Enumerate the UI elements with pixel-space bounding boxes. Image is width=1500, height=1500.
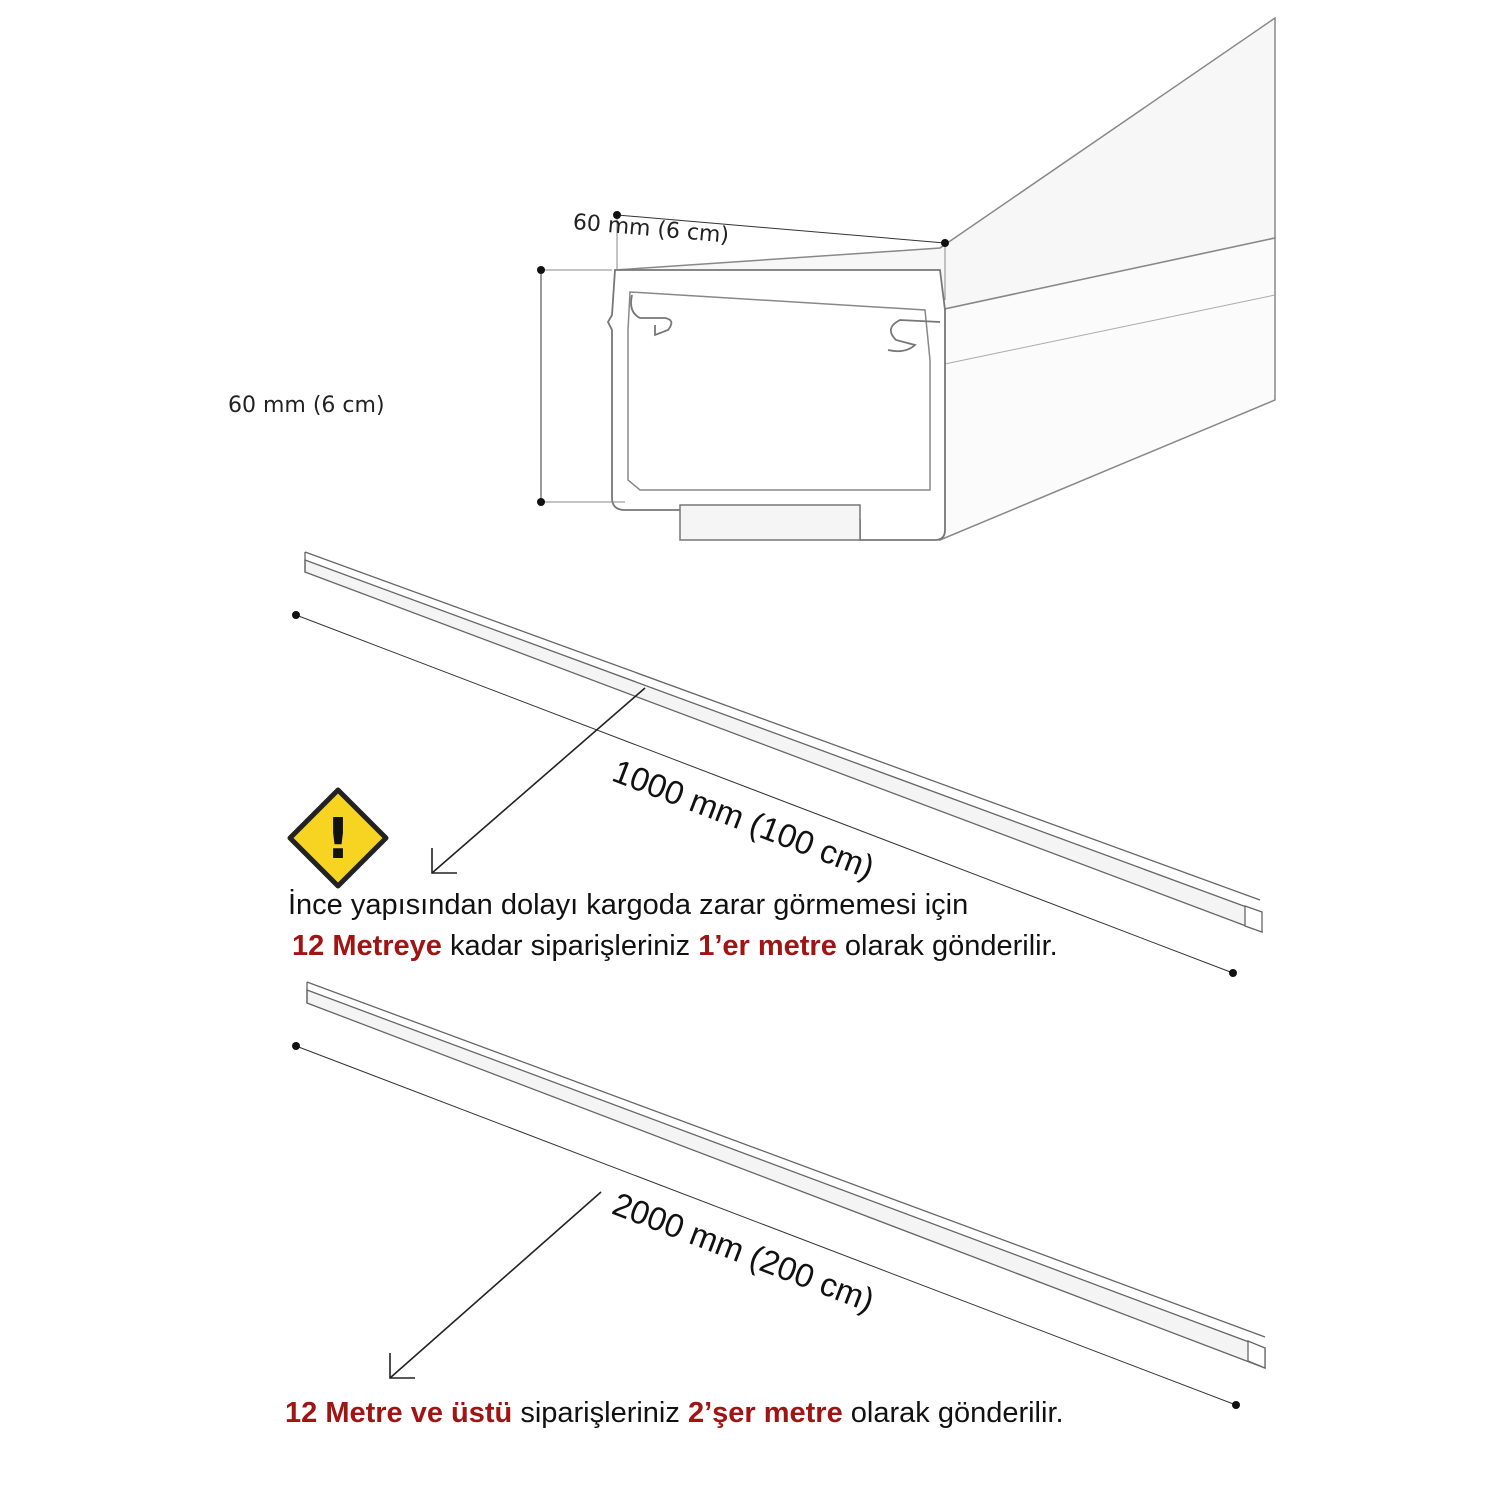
bottom-note (285, 1397, 1064, 1430)
duct-width-label: 60 mm (6 cm) (571, 210, 730, 249)
rail-2m (307, 982, 1265, 1368)
warning-note-line-2 (292, 930, 1058, 963)
rail-2m-length-label: 2000 mm (200 cm) (607, 1185, 880, 1319)
duct-height-label: 60 mm (6 cm) (228, 393, 385, 418)
rail-1m (305, 552, 1262, 932)
highlight-2ser-metre: 2’şer metre (687, 1397, 843, 1429)
svg-text:!: ! (325, 807, 351, 872)
note-text: siparişleriniz (512, 1397, 688, 1429)
warning-note-line-1: İnce yapısından dolayı kargoda zarar görmemesi için (288, 889, 969, 921)
arrow-2 (390, 1192, 601, 1378)
note-text: olarak gönderilir. (842, 1397, 1064, 1429)
highlight-12-metreye: 12 Metreye (292, 930, 442, 962)
note-text: olarak gönderilir. (836, 930, 1058, 962)
note-text: kadar siparişleriniz (441, 930, 699, 962)
rail-2m-dimension-line (296, 1046, 1236, 1405)
highlight-12-metre-ve-ustu: 12 Metre ve üstü (285, 1397, 513, 1429)
warning-diamond-icon (290, 790, 386, 886)
rail-1m-length-label: 1000 mm (100 cm) (607, 752, 880, 886)
highlight-1er-metre: 1’er metre (698, 930, 837, 962)
duct-front-profile (608, 270, 945, 540)
